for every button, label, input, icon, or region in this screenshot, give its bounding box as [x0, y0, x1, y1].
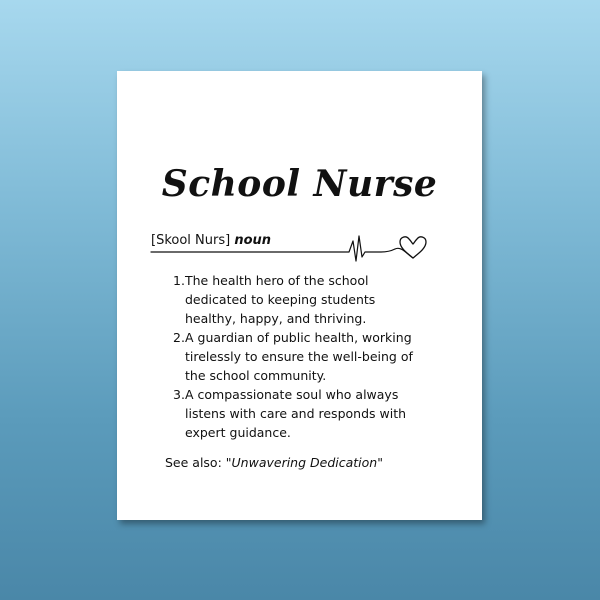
definition-text: A guardian of public health, working tirelessly to ensure the well-being of the school community.: [185, 330, 413, 383]
definition-number: 1.: [173, 273, 185, 288]
pronunciation-text: [Skool Nurs]: [151, 233, 231, 248]
definition-item: [173, 328, 425, 385]
definition-text: A compassionate soul who always listens with care and responds with expert guidance.: [185, 387, 407, 440]
part-of-speech: noun: [234, 233, 272, 248]
heartbeat-heart-icon: [151, 231, 433, 263]
definition-item: [173, 385, 425, 442]
definition-number: 3.: [173, 387, 185, 402]
definition-number: 2.: [173, 330, 185, 345]
definition-list: [173, 271, 425, 442]
definition-item: [173, 271, 425, 328]
definition-card: [117, 71, 482, 520]
pronunciation-row: [151, 231, 433, 263]
see-also: [165, 455, 383, 470]
card-title: School Nurse: [161, 163, 438, 205]
see-also-reference: "Unwavering Dedication": [225, 455, 383, 470]
definition-text: The health hero of the school dedicated to keeping students healthy, happy, and thriving.: [185, 273, 376, 326]
see-also-label: See also:: [165, 455, 222, 470]
